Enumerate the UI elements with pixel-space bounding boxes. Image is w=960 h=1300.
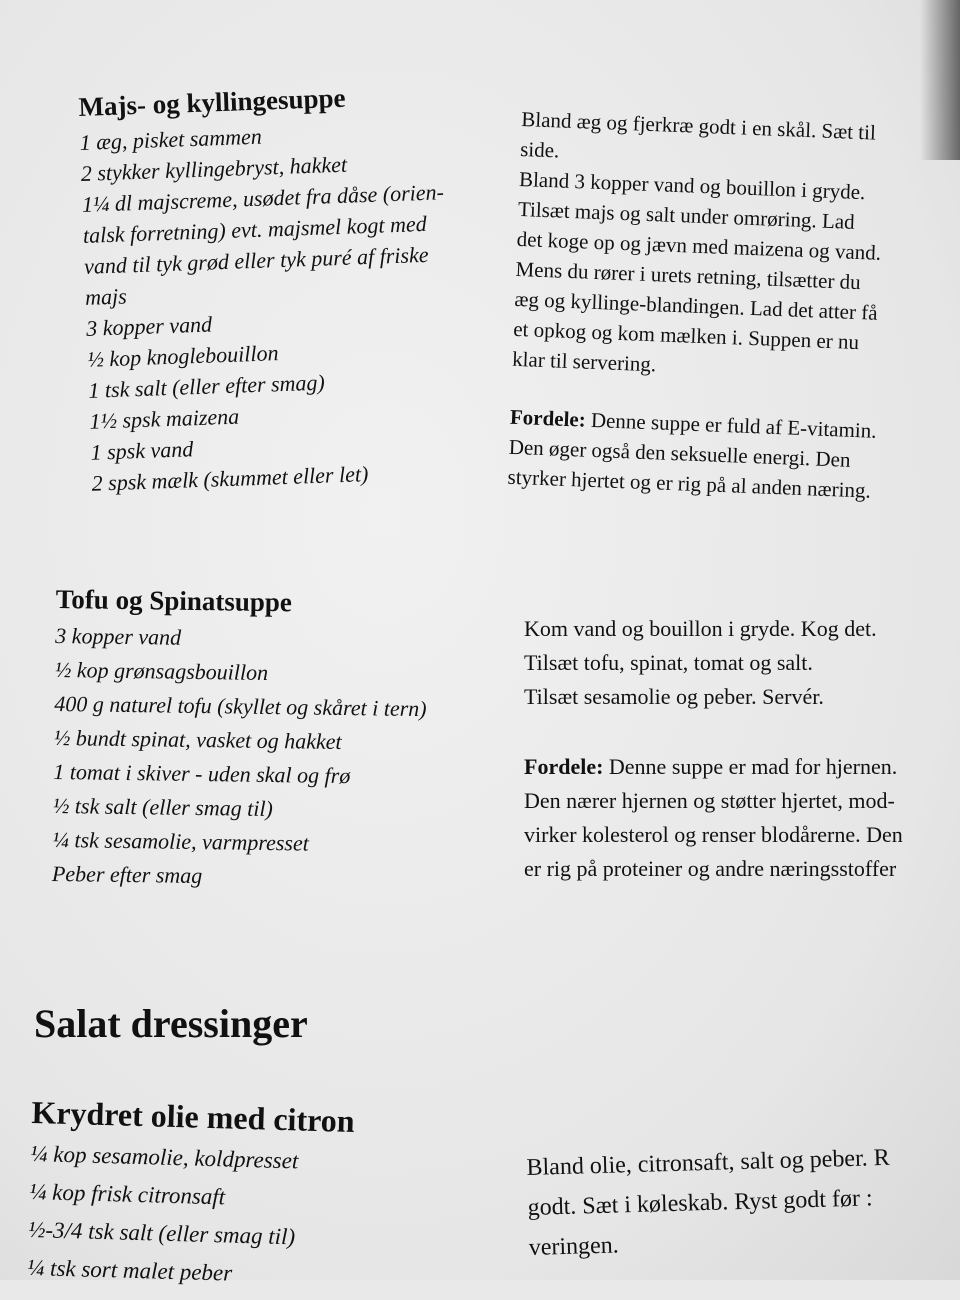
section-title: Salat dressinger [34,1001,308,1046]
instruction-line: et opkog og kom mælken i. Suppen er nu [512,316,860,355]
instruction-line: Tilsæt tofu, spinat, tomat og salt. [524,650,813,675]
recipe2-ingredients-block [52,584,506,897]
ingredient-line: 2 stykker kyllingebryst, hakket [80,151,348,186]
instruction-line: det koge op og jævn med maizena og vand. [516,226,882,265]
recipe2-title: Tofu og Spinatsuppe [55,584,293,618]
benefits-label: Fordele: [509,404,587,432]
ingredient-line: talsk forretning) evt. majsmel kogt med [82,210,428,248]
instruction-line: veringen. [528,1232,620,1261]
recipe1-instructions-block [507,104,932,507]
instruction-line: Tilsæt majs og salt under omrøring. Lad [517,196,856,234]
ingredient-line: 1 æg, pisket sammen [79,123,263,155]
ingredient-line: Peber efter smag [51,860,203,889]
ingredient-line: ¼ tsk sort malet peber [26,1254,233,1286]
recipe2-instructions-block [524,612,954,886]
instruction-line: Tilsæt sesamolie og peber. Servér. [524,684,824,709]
instruction-line: Bland æg og fjerkræ godt i en skål. Sæt til [520,106,877,145]
instruction-line: godt. Sæt i køleskab. Ryst godt før : [527,1185,873,1221]
recipe3-ingredient-list [27,1135,491,1300]
recipe3-instructions-block [526,1136,960,1268]
ingredient-line: ¼ kop sesamolie, koldpresset [29,1140,299,1174]
ingredient-line: 1½ spsk maizena [89,403,240,434]
ingredient-line: ¼ tsk sesamolie, varmpresset [52,826,310,856]
recipe1-ingredient-list [79,112,532,499]
benefits-line: styrker hjertet og er rig på al anden næring. [507,464,872,503]
ingredient-line: ½ bundt spinat, vasket og hakket [53,724,342,755]
recipe3-title: Krydret olie med citron [30,1094,356,1140]
recipe3-ingredients-block [27,1094,492,1300]
recipe1-benefits [507,402,920,508]
ingredient-line: vand til tyk grød eller tyk puré af friske [83,241,429,279]
ingredient-line: ½ kop knoglebouillon [86,340,279,372]
benefits-first-line [524,750,954,784]
instruction-line: klar til servering. [511,346,657,377]
ingredient-line: 1 tsk salt (eller efter smag) [87,369,326,403]
ingredient-line: 3 kopper vand [55,622,182,650]
instruction-line: æg og kyllinge-blandingen. Lad det atter få [514,286,879,325]
benefits-line: Den nærer hjernen og støtter hjertet, mod- [524,788,895,813]
ingredient-line: ½ tsk salt (eller smag til) [52,792,274,822]
recipe1-ingredients-block [78,77,532,499]
benefits-line: er rig på proteiner og andre næringsstoffer [524,856,897,881]
recipe2-benefits [524,750,954,886]
instruction-line: Mens du rører i urets retning, tilsætter du [515,256,862,295]
recipe1-title: Majs- og kyllingesuppe [78,82,346,122]
ingredient-line: 400 g naturel tofu (skyllet og skåret i tern) [54,690,427,722]
ingredient-line: 2 spsk mælk (skummet eller let) [91,461,369,496]
benefits-text: Denne suppe er fuld af E-vitamin. [585,407,877,443]
ingredient-line: ½ kop grønsagsbouillon [54,656,269,685]
ingredient-line: 1¼ dl majscreme, usødet fra dåse (orien- [81,179,445,217]
benefits-label: Fordele: [524,754,604,779]
instruction-line: Bland olie, citronsaft, salt og peber. R [526,1144,891,1181]
ingredient-line: 1 spsk vand [90,436,194,465]
ingredient-line: 1 tomat i skiver - uden skal og frø [53,758,351,789]
section-heading-block [34,1000,308,1047]
benefits-text: Denne suppe er mad for hjernen. [603,754,898,779]
instruction-line: Bland 3 kopper vand og bouillon i gryde. [518,166,866,205]
ingredient-line: 3 kopper vand [85,311,213,341]
ingredient-line: ¼ kop frisk citronsaft [28,1178,226,1210]
recipe2-ingredient-list [52,619,506,897]
instruction-line: side. [519,136,560,163]
instruction-line: Kom vand og bouillon i gryde. Kog det. [524,616,877,641]
ingredient-line: majs [84,283,128,310]
benefits-line: virker kolesterol og renser blodårerne. Den [524,822,903,847]
benefits-line: Den øger også den seksuelle energi. Den [508,434,851,472]
ingredient-line: ½-3/4 tsk salt (eller smag til) [27,1216,296,1250]
